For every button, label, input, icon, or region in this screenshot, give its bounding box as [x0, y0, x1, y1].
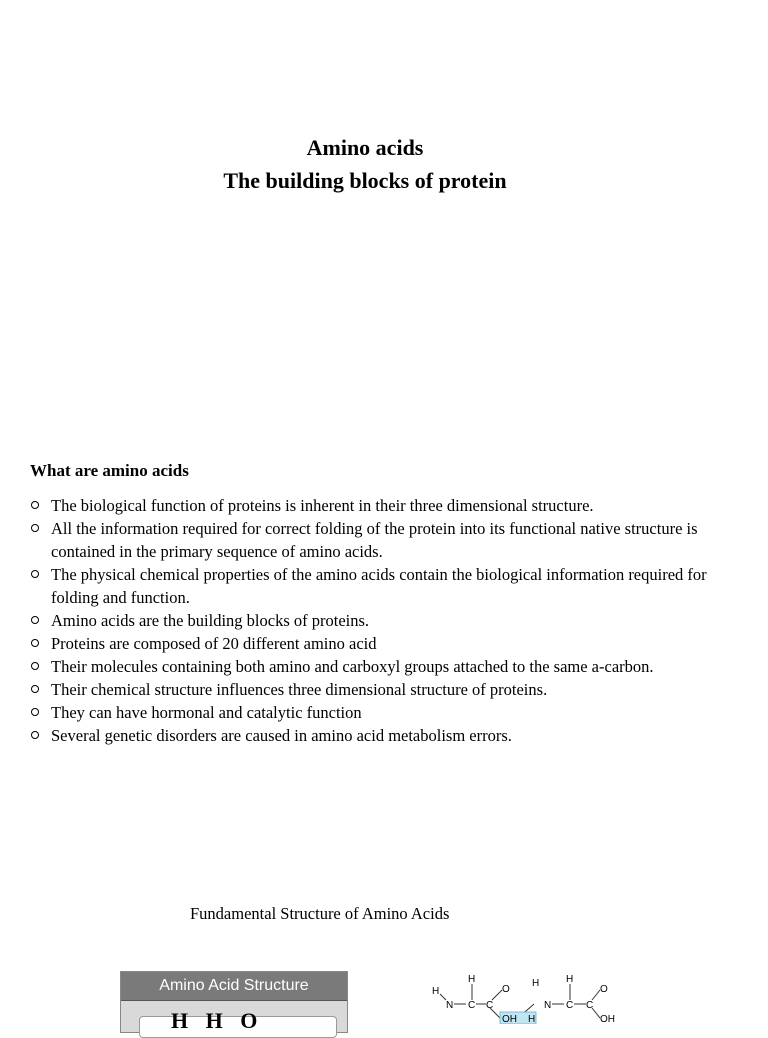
- atom-h: H: [468, 974, 476, 985]
- structure-banner: Amino Acid Structure: [121, 972, 347, 1001]
- atom-c: C: [586, 1000, 594, 1011]
- structure-atoms: H H O: [171, 1008, 264, 1033]
- atom-h: H: [566, 974, 574, 985]
- atom-c: C: [468, 1000, 476, 1011]
- atom-h: H: [528, 1014, 536, 1024]
- atom-oh: OH: [502, 1014, 517, 1024]
- list-item: They can have hormonal and catalytic function: [29, 701, 729, 724]
- list-item: Proteins are composed of 20 different amino acid: [29, 632, 729, 655]
- list-item: The biological function of proteins is inherent in their three dimensional structure.: [29, 494, 729, 517]
- title-line-1: Amino acids: [306, 135, 424, 160]
- list-item: Amino acids are the building blocks of proteins.: [29, 609, 729, 632]
- atom-o: O: [502, 984, 510, 995]
- section-heading: What are amino acids: [30, 461, 189, 480]
- atom-oh: OH: [600, 1014, 615, 1024]
- list-item: Their molecules containing both amino and carboxyl groups attached to the same a-carbon.: [29, 655, 729, 678]
- atom-c: C: [566, 1000, 574, 1011]
- dipeptide-structure-diagram: [428, 970, 628, 1024]
- list-item: The physical chemical properties of the amino acids contain the biological information required for folding and function.: [29, 563, 729, 609]
- atom-o: O: [600, 984, 608, 995]
- page-title: [0, 131, 730, 197]
- atom-n: N: [544, 1000, 552, 1011]
- atom-h: H: [532, 978, 540, 989]
- title-line-2: The building blocks of protein: [223, 168, 507, 193]
- bullet-list: [29, 494, 729, 747]
- list-item: All the information required for correct folding of the protein into its functional native structure is contained in the primary sequence of amino acids.: [29, 517, 729, 563]
- list-item: Several genetic disorders are caused in amino acid metabolism errors.: [29, 724, 729, 747]
- atom-h: H: [432, 986, 440, 997]
- list-item: Their chemical structure influences three dimensional structure of proteins.: [29, 678, 729, 701]
- atom-c: C: [486, 1000, 494, 1011]
- figure-caption: Fundamental Structure of Amino Acids: [190, 904, 450, 923]
- atom-n: N: [446, 1000, 454, 1011]
